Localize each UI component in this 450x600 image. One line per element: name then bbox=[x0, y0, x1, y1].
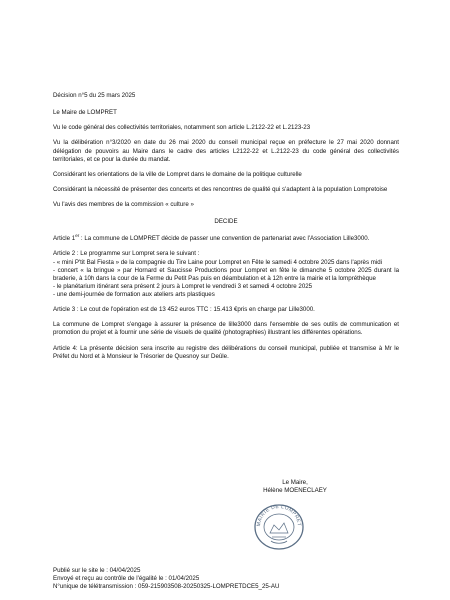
transmission-footer bbox=[53, 567, 353, 591]
svg-text:MAIRIE DE LOMPRET bbox=[256, 504, 302, 527]
signature-block bbox=[240, 479, 350, 495]
published-date: Publié sur le site le : 04/04/2025 bbox=[53, 567, 141, 574]
vu-commission: Vu l'avis des membres de la commission « culture » bbox=[53, 201, 194, 208]
document-body bbox=[53, 92, 399, 361]
article-3: Article 3 : Le cout de l'opération est de 13 452 euros TTC : 15.413 €pris en charge par Lille3000. bbox=[53, 306, 315, 314]
article-1-superscript: er bbox=[75, 233, 80, 239]
decision-title: Décision n°5 du 25 mars 2025 bbox=[53, 92, 136, 99]
stamp-text: MAIRIE DE LOMPRET bbox=[255, 503, 303, 527]
signature-name: Hélène MOENECLAEY bbox=[263, 487, 327, 495]
program-item: - le planétarium itinérant sera présent 2 jours à Lompret le vendredi 3 et samedi 4 octobre 2025 bbox=[53, 282, 313, 290]
vu-code-general: Vu le code général des collectivités territoriales, notamment son article L.2122-22 et L.2123-23 bbox=[53, 124, 311, 132]
article-2-intro: Article 2 : Le programme sur Lompret sera le suivant : bbox=[53, 250, 200, 258]
author-line: Le Maire de LOMPRET bbox=[53, 109, 117, 117]
article-1-text: : La commune de LOMPRET décide de passer une convention de partenariat avec l'Association Lille3000. bbox=[79, 235, 370, 243]
program-item: - concert « la bringue » par Hornard et Saucisse Productions pour Lompret en fête le dimanche 5 octobre 2025 durant la braderie, à 10h dans la cour de la Ferme du Petit Pas puis en déambulation et à 12h entre la mairie et la lompréthèque bbox=[53, 266, 399, 282]
sent-date: Envoyé et reçu au contrôle de l'égalité le : 01/04/2025 bbox=[53, 575, 200, 583]
vu-deliberation: Vu la délibération n°3/2020 en date du 26 mai 2020 du conseil municipal reçue en préfecture le 27 mai 2020 donnant délégation de pouvoirs au Maire dans le cadre des articles L2122-22 et L.2122-23 du code général des collectivités territoriales, et ce pour la durée du mandat. bbox=[53, 139, 399, 163]
mairie-stamp-icon bbox=[250, 497, 308, 553]
transmission-number: N°unique de télétransmission : 059-215903508-20250325-LOMPRETDCE5_25-AU bbox=[53, 583, 280, 591]
program-item: - « mini P'tit Bal Fiesta » de la compagnie du Tire Laine pour Lompret en Fête le samedi 4 octobre 2025 dans l'après midi bbox=[53, 258, 383, 266]
decide-heading: DECIDE bbox=[214, 218, 238, 226]
program-item: - une demi-journée de formation aux ateliers arts plastiques bbox=[53, 291, 215, 298]
considerant-orientations: Considérant les orientations de la ville de Lompret dans le domaine de la politique culturelle bbox=[53, 170, 302, 178]
article-4: Article 4: La présente décision sera inscrite au registre des délibérations du conseil municipal, publiée et transmise à Mr le Préfet du Nord et à Monsieur le Trésorier de Quesnoy sur Deûle. bbox=[53, 344, 399, 360]
article-1 bbox=[53, 235, 399, 243]
article-3-engagement: La commune de Lompret s'engage à assurer la présence de lille3000 dans l'ensemble de ses outils de communication et promotion du projet et à fournir une série de visuels de qualité (photographies) illustrant les différentes opérations. bbox=[53, 321, 399, 337]
article-1-label: Article 1 bbox=[53, 235, 76, 243]
signature-role: Le Maire, bbox=[282, 479, 308, 486]
considerant-necessite: Considérant la nécessité de présenter des concerts et des rencontres de qualité qui s'adaptent à la population Lompretoise bbox=[53, 185, 388, 193]
